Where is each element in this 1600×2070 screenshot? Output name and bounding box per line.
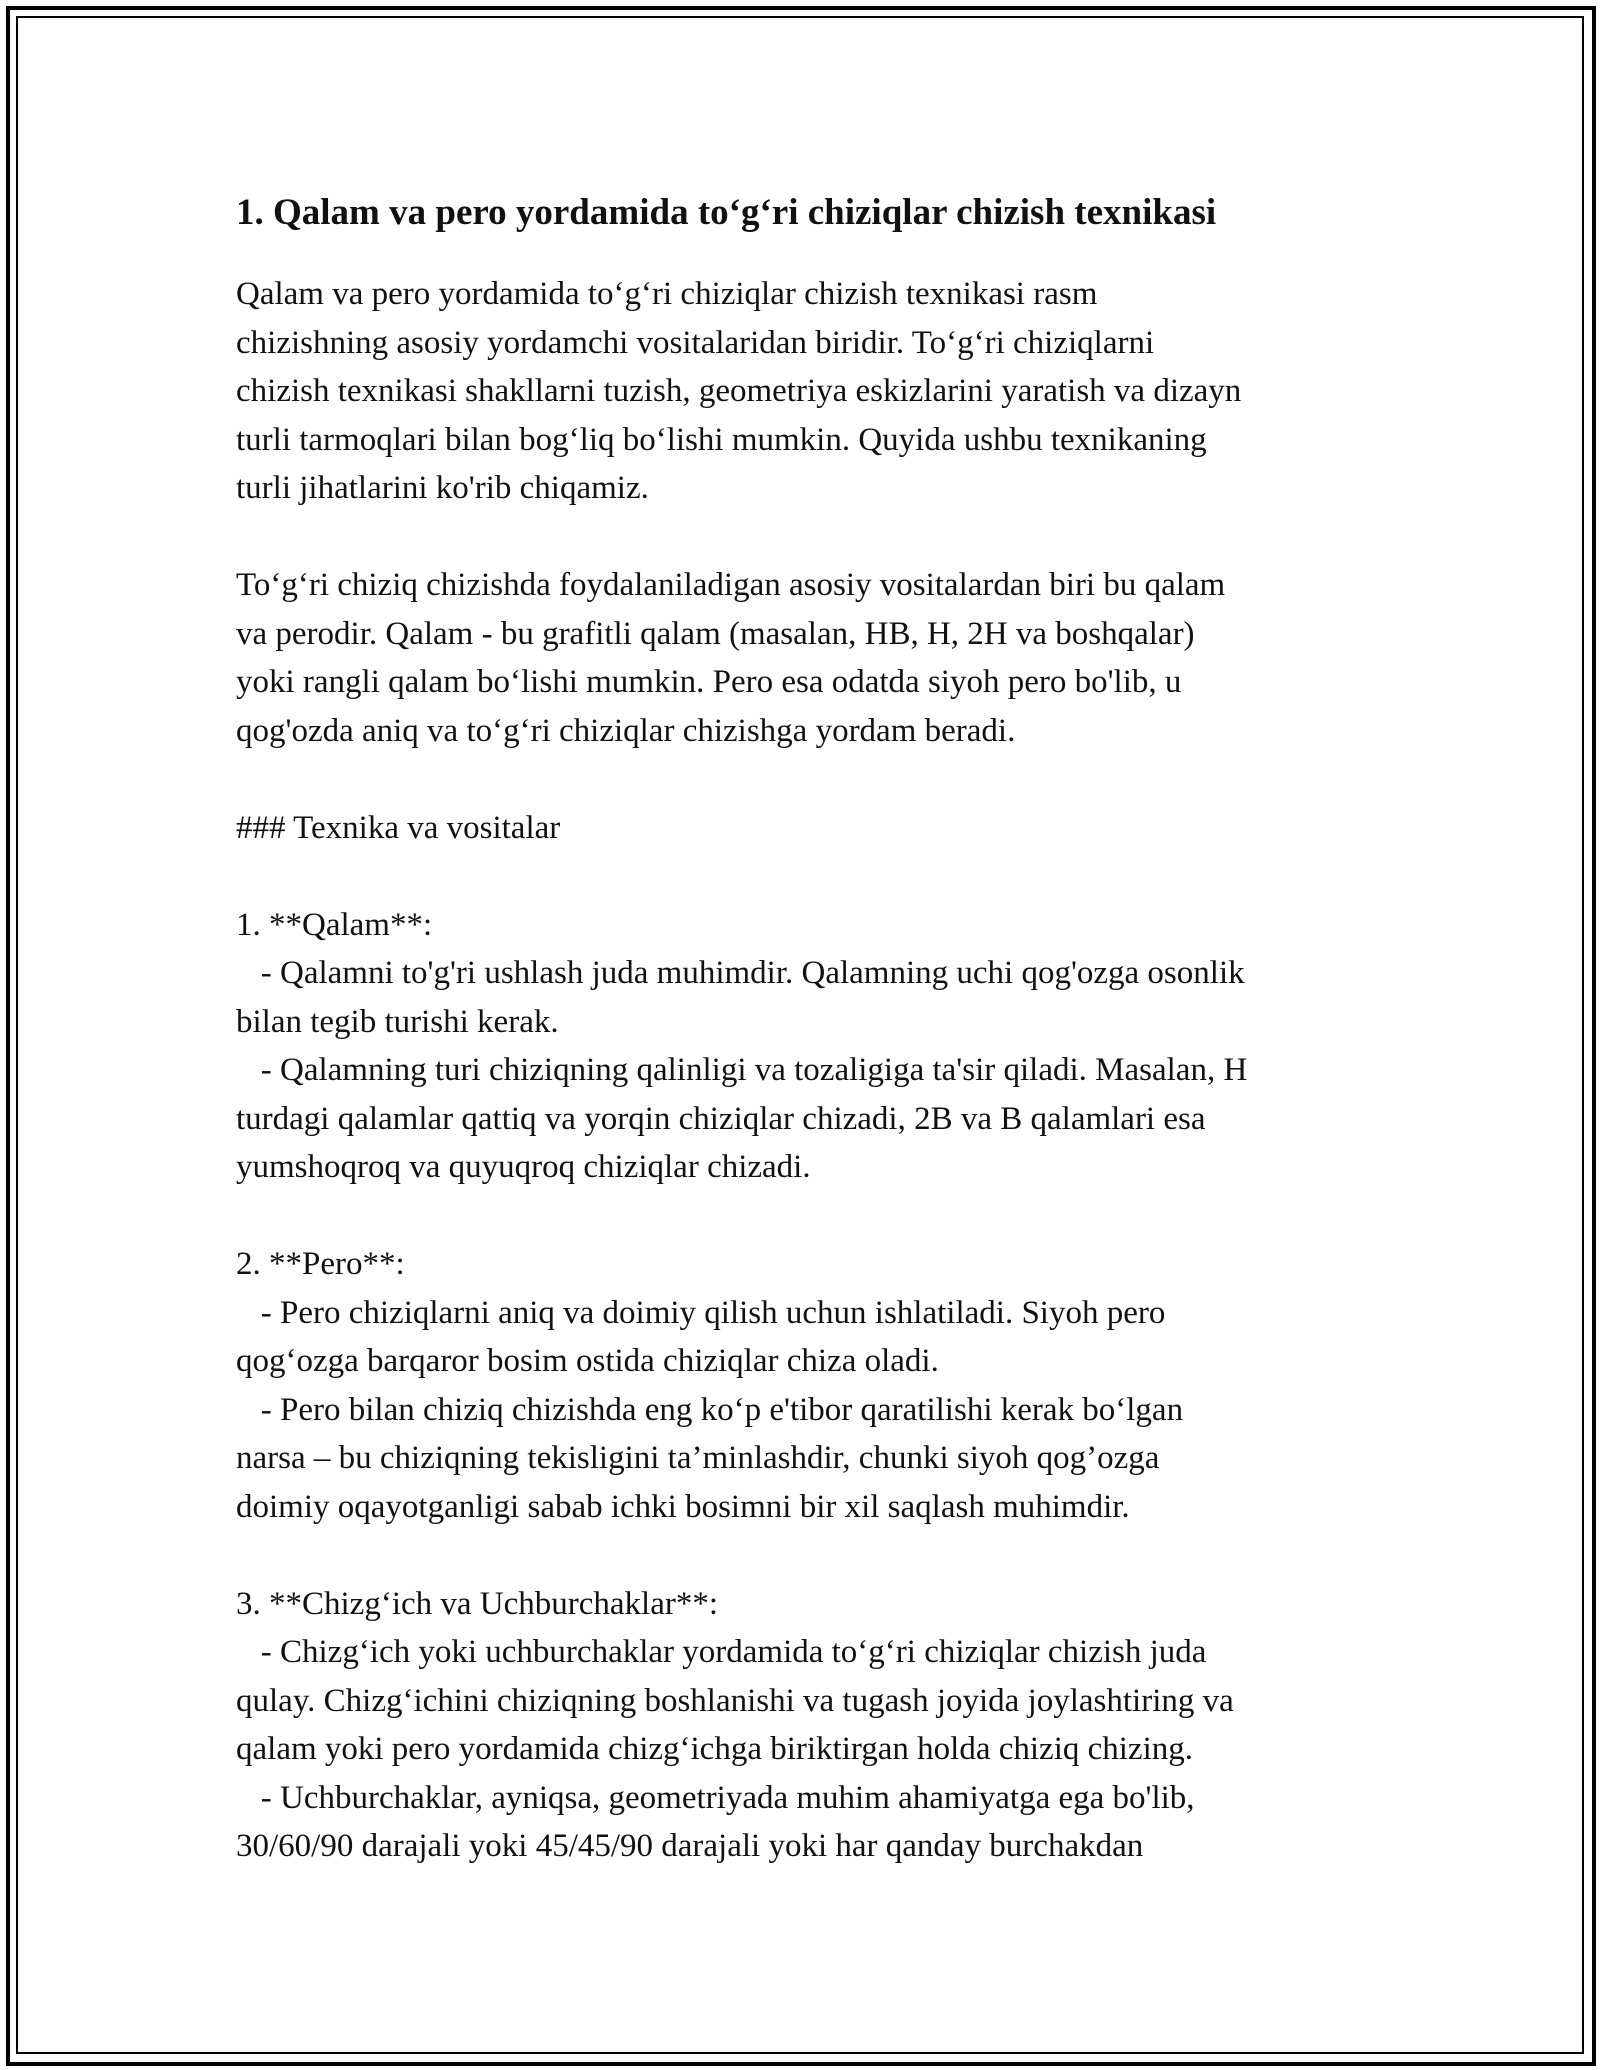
- paragraph-gap: [236, 852, 1366, 901]
- text-line: ### Texnika va vositalar: [236, 809, 561, 846]
- text-line: - Pero chiziqlarni aniq va doimiy qilish uchun ishlatiladi. Siyoh pero: [236, 1294, 1166, 1331]
- text-line: yumshoqroq va quyuqroq chiziqlar chizadi.: [236, 1149, 811, 1185]
- text-line: 3. **Chizg‘ich va Uchburchaklar**:: [236, 1585, 719, 1622]
- paragraph-gap: [236, 513, 1366, 562]
- document-title: 1. Qalam va pero yordamida to‘g‘ri chiziqlar chizish texnikasi: [236, 192, 1217, 233]
- text-line: va perodir. Qalam - bu grafitli qalam (masalan, HB, H, 2H va boshqalar): [236, 615, 1195, 652]
- text-line: qog‘ozga barqaror bosim ostida chiziqlar chiza oladi.: [236, 1343, 939, 1379]
- text-line: chizishning asosiy yordamchi vositalaridan biridir. To‘g‘ri chiziqlarni: [236, 324, 1155, 361]
- text-line: - Pero bilan chiziq chizishda eng ko‘p e'tibor qaratilishi kerak bo‘lgan: [236, 1391, 1184, 1428]
- text-line: - Qalamning turi chiziqning qalinligi va tozaligiga ta'sir qiladi. Masalan, H: [236, 1052, 1248, 1088]
- document-body: [236, 188, 1366, 1871]
- text-line: yoki rangli qalam bo‘lishi mumkin. Pero esa odatda siyoh pero bo'lib, u: [236, 664, 1182, 700]
- text-line: - Qalamni to'g'ri ushlash juda muhimdir. Qalamning uchi qog'ozga osonlik: [236, 955, 1245, 991]
- text-line: turli tarmoqlari bilan bog‘liq bo‘lishi mumkin. Quyida ushbu texnikaning: [236, 421, 1207, 458]
- text-line: - Chizg‘ich yoki uchburchaklar yordamida to‘g‘ri chiziqlar chizish juda: [236, 1634, 1207, 1670]
- text-line: 2. **Pero**:: [236, 1246, 405, 1282]
- text-line: bilan tegib turishi kerak.: [236, 1003, 559, 1040]
- text-line: 30/60/90 darajali yoki 45/45/90 darajali yoki har qanday burchakdan: [236, 1828, 1144, 1864]
- paragraph-gap: [236, 755, 1366, 804]
- text-line: narsa – bu chiziqning tekisligini ta’minlashdir, chunki siyoh qog’ozga: [236, 1440, 1160, 1476]
- text-line: To‘g‘ri chiziq chizishda foydalaniladigan asosiy vositalardan biri bu qalam: [236, 567, 1226, 603]
- text-line: turdagi qalamlar qattiq va yorqin chiziqlar chizadi, 2B va B qalamlari esa: [236, 1100, 1206, 1137]
- text-line: qulay. Chizg‘ichini chiziqning boshlanishi va tugash joyida joylashtiring va: [236, 1682, 1234, 1719]
- text-line: turli jihatlarini ko'rib chiqamiz.: [236, 470, 649, 506]
- text-line: 1. **Qalam**:: [236, 906, 433, 943]
- paragraph-gap: [236, 1192, 1366, 1241]
- document-text: [236, 270, 1366, 1871]
- text-line: qog'ozda aniq va to‘g‘ri chiziqlar chizishga yordam beradi.: [236, 712, 1016, 749]
- text-line: - Uchburchaklar, ayniqsa, geometriyada muhim ahamiyatga ega bo'lib,: [236, 1779, 1195, 1816]
- text-line: chizish texnikasi shakllarni tuzish, geometriya eskizlarini yaratish va dizayn: [236, 373, 1242, 409]
- text-line: doimiy oqayotganligi sabab ichki bosimni bir xil saqlash muhimdir.: [236, 1488, 1130, 1525]
- text-line: Qalam va pero yordamida to‘g‘ri chiziqlar chizish texnikasi rasm: [236, 276, 1098, 312]
- paragraph-gap: [236, 1531, 1366, 1580]
- text-line: qalam yoki pero yordamida chizg‘ichga biriktirgan holda chiziq chizing.: [236, 1731, 1193, 1767]
